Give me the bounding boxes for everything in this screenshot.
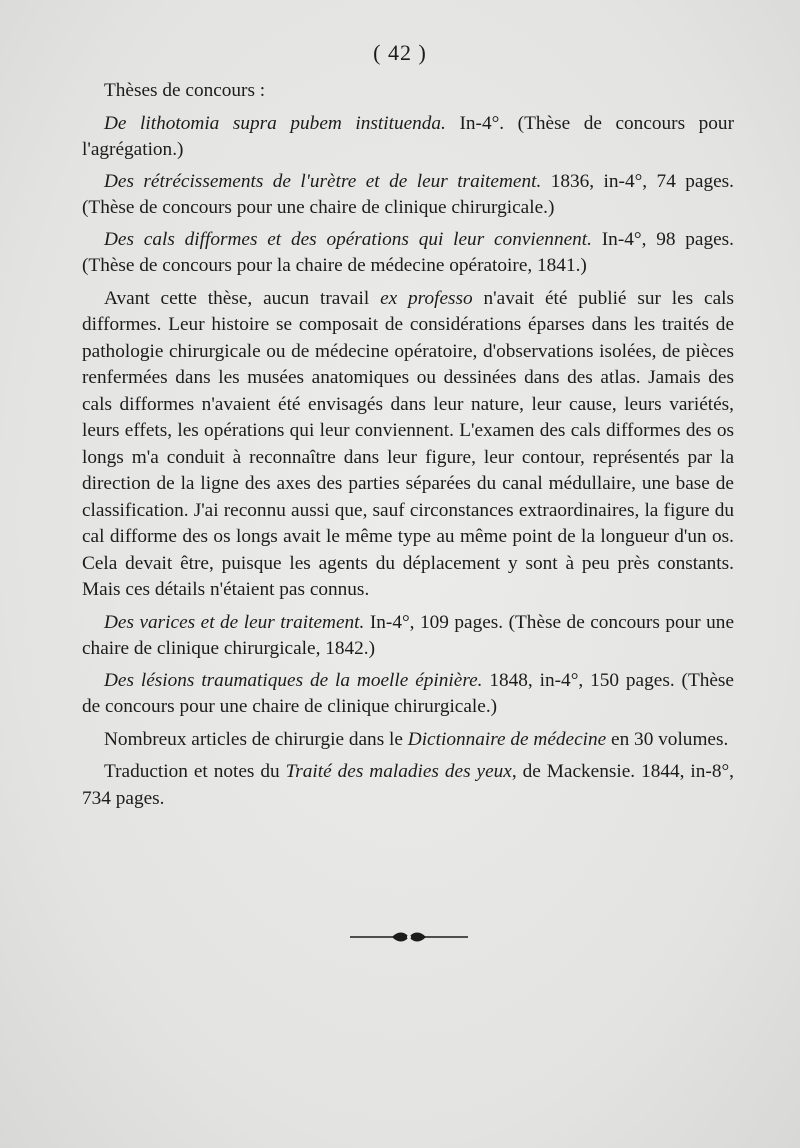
thesis-entry-lithotomia bbox=[82, 111, 734, 164]
thesis-details: 1836, in-4°, 74 pages. (Thèse de concours pour une chaire de clinique chirurgicale.) bbox=[82, 170, 734, 218]
articles-text-start: Nombreux articles de chirurgie dans le bbox=[104, 728, 408, 750]
discussion-text-start: Avant cette thèse, aucun travail bbox=[104, 287, 381, 309]
articles-text-rest: en 30 volumes. bbox=[606, 728, 729, 750]
dictionary-title: Dictionnaire de médecine bbox=[407, 728, 607, 750]
thesis-title: Des rétrécissements de l'urètre et de leur traitement. bbox=[104, 170, 542, 192]
discussion-paragraph bbox=[82, 286, 734, 604]
thesis-details: In-4°, 109 pages. (Thèse de concours pour une chaire de clinique chirurgicale, 1842.) bbox=[82, 611, 734, 659]
articles-paragraph bbox=[82, 727, 734, 754]
thesis-title: De lithotomia supra pubem instituenda. bbox=[104, 112, 446, 134]
thesis-entry-retrecissements bbox=[82, 169, 734, 222]
treatise-title: Traité des maladies des yeux bbox=[285, 761, 512, 782]
thesis-title: Des cals difformes et des opérations qui leur conviennent. bbox=[104, 228, 592, 250]
page-number: ( 42 ) bbox=[373, 40, 427, 65]
thesis-details: In-4°, 98 pages. (Thèse de concours pour la chaire de médecine opératoire, 1841.) bbox=[82, 228, 734, 276]
thesis-entry-moelle-epiniere bbox=[82, 668, 734, 721]
section-heading: Thèses de concours : bbox=[104, 80, 266, 101]
thesis-entry-cals-difformes bbox=[82, 227, 734, 280]
discussion-emphasis: ex professo bbox=[380, 287, 473, 309]
page-body bbox=[82, 78, 734, 817]
thesis-entry-varices bbox=[82, 610, 734, 663]
thesis-details: In-4°. (Thèse de concours pour l'agrégation.) bbox=[82, 112, 734, 160]
ornament-divider-icon bbox=[350, 930, 468, 944]
thesis-details: 1848, in-4°, 150 pages. (Thèse de concours pour une chaire de clinique chirurgicale.) bbox=[82, 669, 734, 717]
thesis-title: Des varices et de leur traitement. bbox=[104, 611, 365, 633]
translation-paragraph bbox=[82, 759, 734, 812]
translation-text-rest: , de Mackensie. 1844, in-8°, 734 pages. bbox=[82, 761, 734, 809]
discussion-text-rest: n'avait été publié sur les cals difformes. Leur histoire se composait de considérations éparses dans les traités de pathologie chirurgicale ou de médecine opératoire, d'observations isolées, de pièces renfermées dans les musées anatomiques ou dessinées dans des atlas. Jamais des cals difformes n'avaient été envisagés dans leur nature, leur cause, leurs variétés, leurs effets, les opérations qui leur conviennent. L'examen des cals difformes des os longs m'a conduit à reconnaître dans leur figure, leur contour, représentés par la direction de la ligne des axes des parties séparées du canal médullaire, une base de classification. J'ai reconnu aussi que, sauf circonstances extraordinaires, la figure du cal difforme des os longs avait le même type au même point de la longueur d'un os. Cela devait être, puisque les agents du déplacement y sont à peu près constants. Mais ces détails n'étaient pas connus. bbox=[82, 287, 734, 600]
translation-text-start: Traduction et notes du bbox=[104, 761, 286, 782]
thesis-title: Des lésions traumatiques de la moelle épinière. bbox=[104, 669, 483, 691]
